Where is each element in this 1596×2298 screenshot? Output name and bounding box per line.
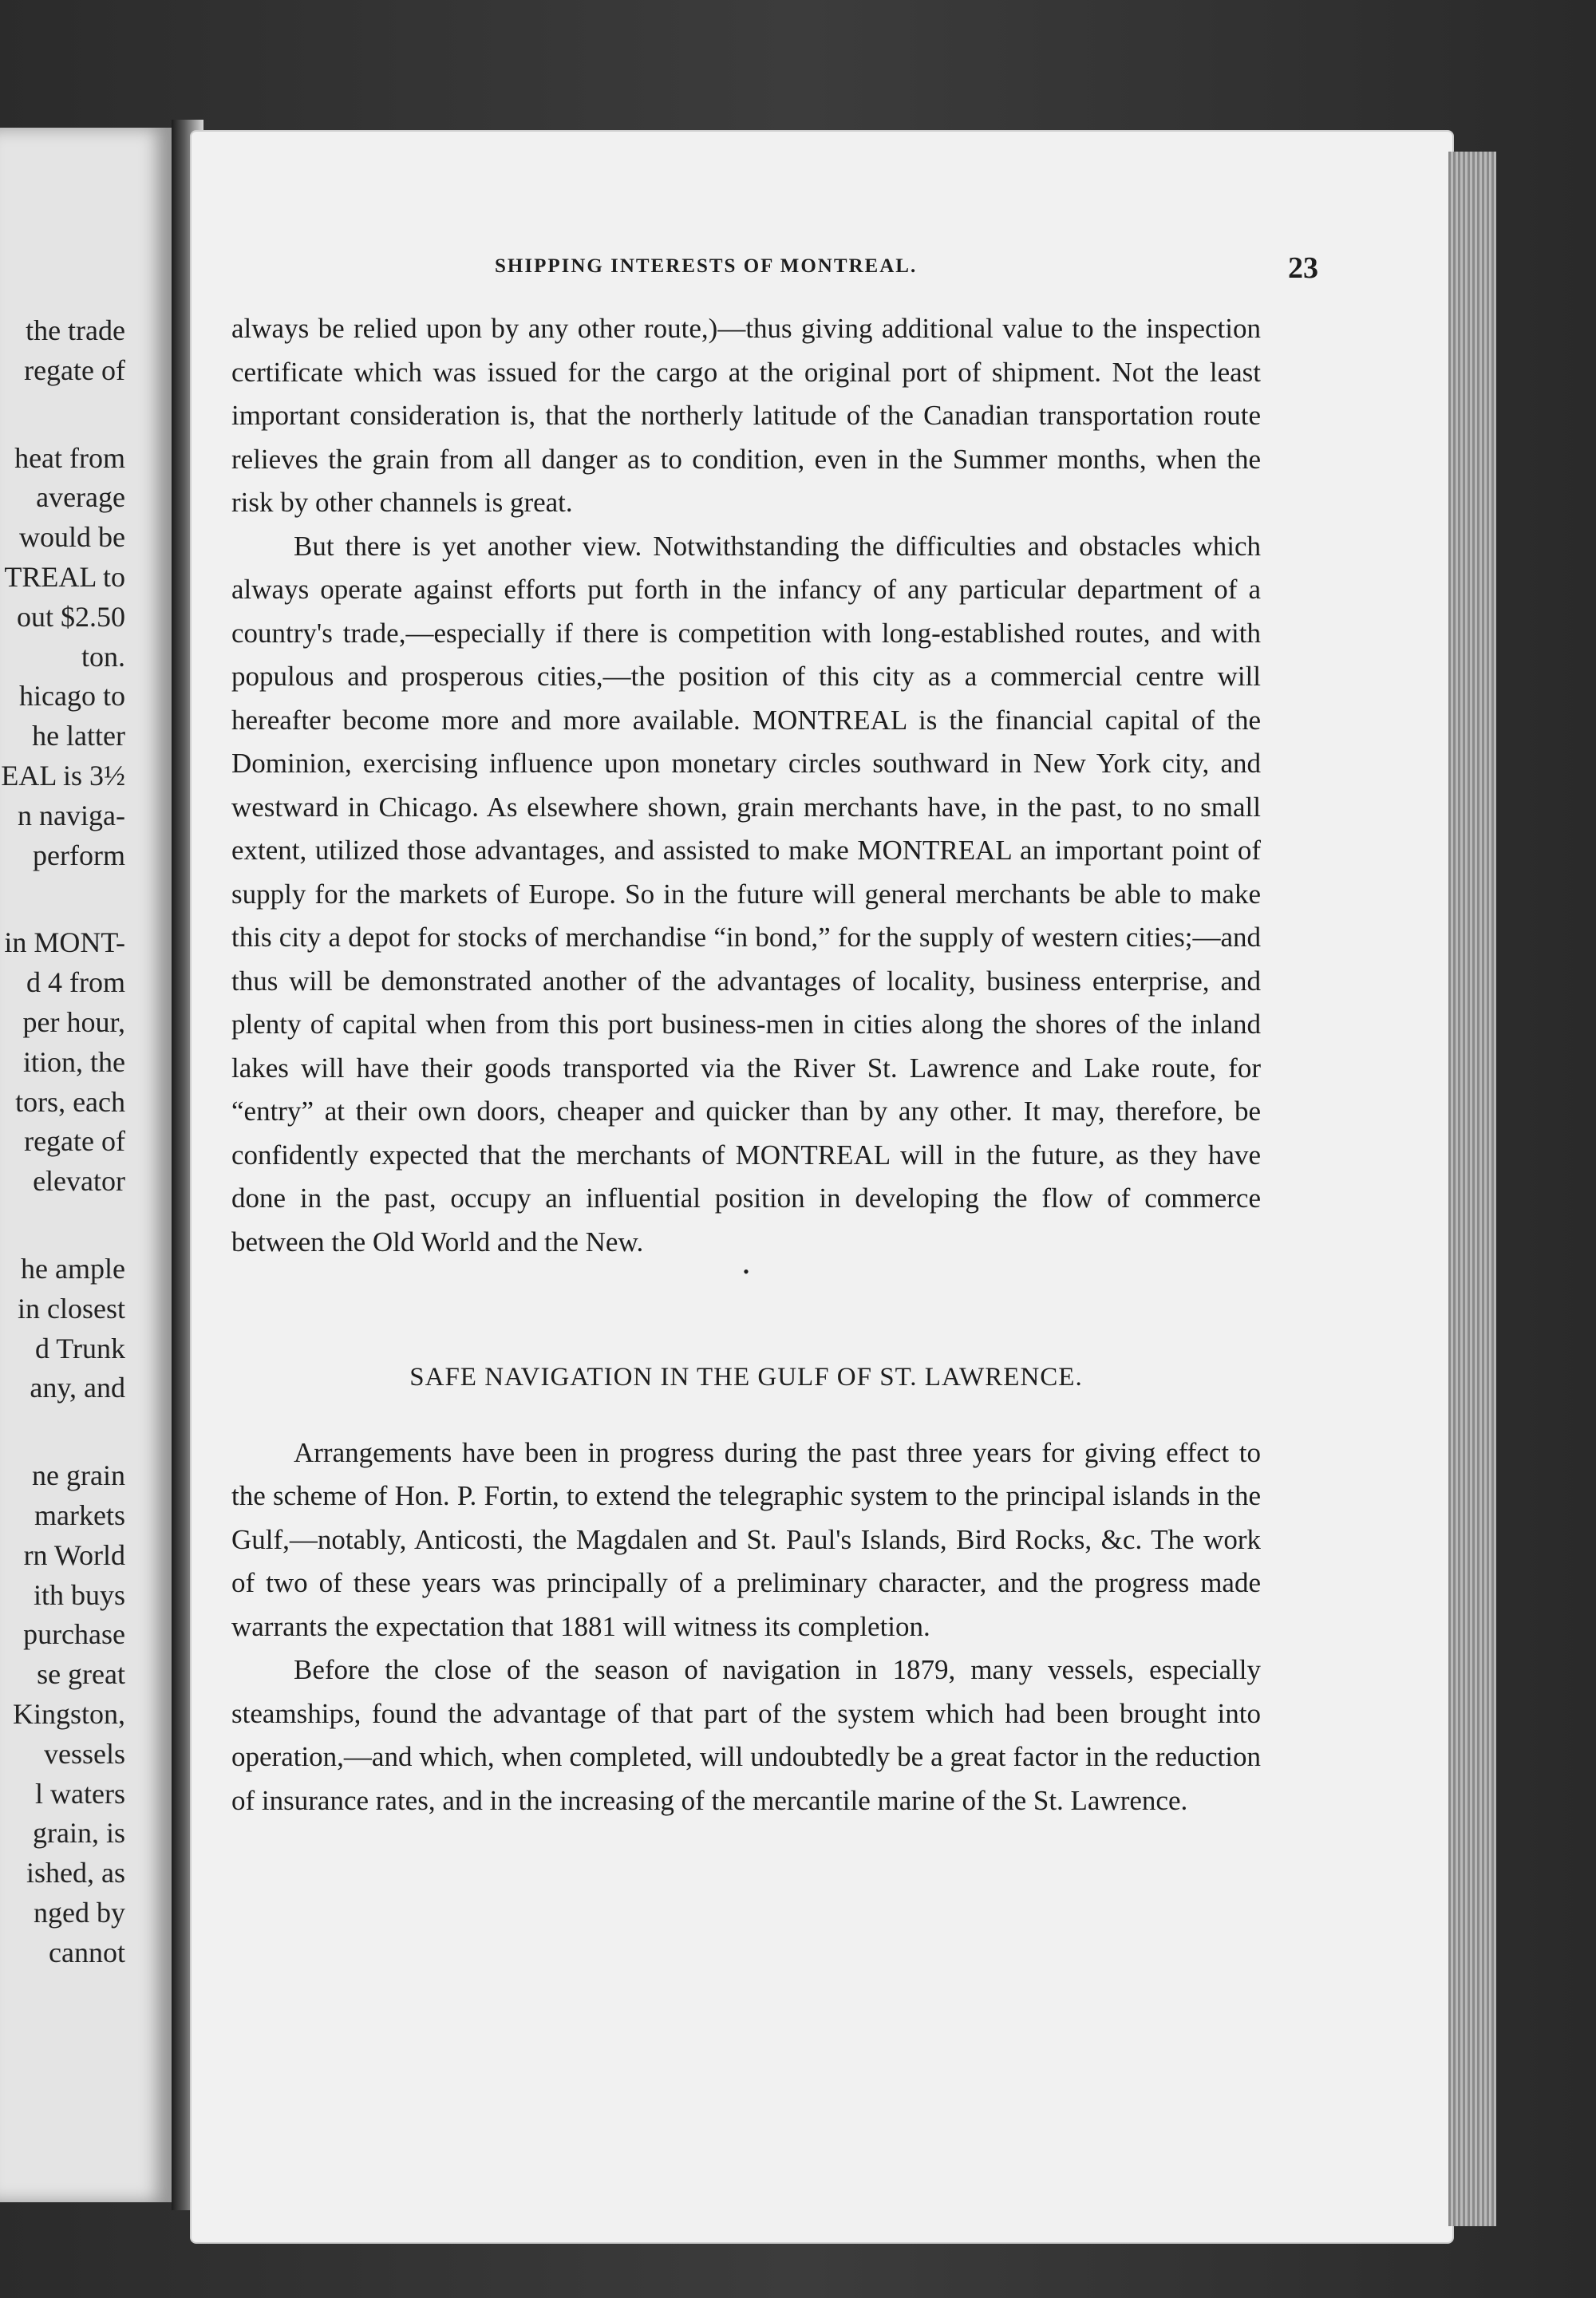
facing-page-line: ton.	[81, 640, 125, 673]
paragraph: Before the close of the season of navigation in 1879, many vessels, especially steamships, found the advantage of that part of the system which had been brought into operation,—and which, when completed, will undoubtedly be a great factor in the reduction of insurance rates, and in the increasing of the mercantile marine of the St. Lawrence.	[231, 1654, 1261, 1816]
facing-page-line: would be	[19, 521, 125, 554]
paragraph: always be relied upon by any other route,)—thus giving additional value to the inspection certificate which was issued for the cargo at the original port of shipment. Not the least important consideration is, that the northerly latitude of the Canadian transportation route relieves the grain from all danger as to condition, even in the Summer months, when the risk by other channels is great.	[231, 313, 1261, 518]
facing-page-line: purchase	[23, 1618, 125, 1651]
facing-page-line: average	[36, 481, 125, 514]
facing-page-line: hicago to	[19, 680, 125, 713]
facing-page-line: elevator	[33, 1165, 125, 1198]
facing-page-line: markets	[34, 1498, 125, 1531]
facing-page-line: heat from	[14, 441, 125, 474]
facing-page-line: any, and	[30, 1372, 125, 1404]
facing-page-line: EAL is 3½	[1, 759, 125, 792]
body-text	[231, 307, 1261, 1822]
facing-page-gap	[0, 391, 125, 439]
facing-page-gap	[0, 875, 125, 923]
facing-page-line: out $2.50	[16, 600, 125, 633]
facing-page-line: d 4 from	[26, 966, 125, 999]
facing-page-line: TREAL to	[4, 560, 125, 593]
facing-page-line: perform	[33, 839, 125, 871]
facing-page-line: Kingston,	[12, 1697, 125, 1730]
running-head	[231, 251, 1318, 287]
facing-page-line: vessels	[44, 1737, 125, 1770]
facing-page-line: ition, the	[23, 1045, 125, 1078]
facing-page-gap	[0, 1408, 125, 1456]
facing-page-line: the trade	[26, 314, 125, 346]
facing-page-line: ished, as	[26, 1857, 125, 1889]
facing-page-line: ne grain	[32, 1459, 125, 1492]
facing-page-gap	[0, 1202, 125, 1250]
facing-page-line: per hour,	[22, 1005, 125, 1038]
facing-page-line: l waters	[35, 1777, 125, 1810]
running-title: SHIPPING INTERESTS OF MONTREAL.	[495, 255, 918, 277]
facing-page-line: regate of	[24, 1125, 125, 1158]
facing-page-line: cannot	[49, 1936, 125, 1968]
facing-page-line: regate of	[24, 353, 125, 386]
facing-page-line: tors, each	[15, 1085, 125, 1118]
facing-page-line: ith buys	[33, 1578, 125, 1611]
facing-page-line: in MONT-	[4, 926, 125, 959]
facing-page-line: n naviga-	[18, 799, 125, 831]
facing-page	[0, 128, 172, 2202]
paragraph: But there is yet another view. Notwithstanding the difficulties and obstacles which always operate against efforts put forth in the infancy of any particular department of a country's trade,—especially if there is competition with long-established routes, and with populous and prosperous cities,—the position of this city as a commercial centre will hereafter become more and more available. MONTREAL is the financial capital of the Dominion, exercising influence upon monetary circles southward in New York city, and westward in Chicago. As elsewhere shown, grain merchants have, in the past, to no small extent, utilized those advantages, and assisted to make MONTREAL an important point of supply for the markets of Europe. So in the future will general merchants be able to make this city a depot for stocks of merchandise “in bond,” for the supply of western cities;—and thus will be demonstrated another of the advantages of locality, business enterprise, and plenty of capital when from this port business-men in cities along the shores of the inland lakes will have their goods transported via the River St. Lawrence and Lake route, for “entry” at their own doors, cheaper and quicker than by any other. It may, therefore, be confidently expected that the merchants of MONTREAL will in the future, as they have done in the past, occupy an influential position in developing the flow of commerce between the Old World and the New.	[231, 530, 1261, 1258]
paragraph: Arrangements have been in progress during the past three years for giving effect to the scheme of Hon. P. Fortin, to extend the telegraphic system to the principal islands in the Gulf,—notably, Anticosti, the Magdalen and St. Paul's Islands, Bird Rocks, &c. The work of two of these years was principally of a preliminary character, and the progress made warrants the expectation that 1881 will witness its completion.	[231, 1436, 1261, 1642]
page-edges	[1448, 152, 1496, 2226]
facing-page-line: se great	[37, 1658, 125, 1691]
facing-page-line: d Trunk	[34, 1332, 125, 1364]
facing-page-line: in closest	[18, 1292, 125, 1325]
facing-page-line: he latter	[32, 720, 125, 752]
facing-page-line: he ample	[21, 1252, 125, 1285]
facing-page-line: grain, is	[33, 1817, 125, 1850]
facing-page-line: rn World	[23, 1538, 125, 1571]
facing-page-text	[0, 311, 125, 1972]
facing-page-line: nged by	[34, 1896, 125, 1929]
page-number: 23	[1288, 251, 1318, 285]
section-heading: SAFE NAVIGATION IN THE GULF OF ST. LAWRENCE.	[409, 1363, 1083, 1392]
ornament: •	[743, 1262, 749, 1281]
